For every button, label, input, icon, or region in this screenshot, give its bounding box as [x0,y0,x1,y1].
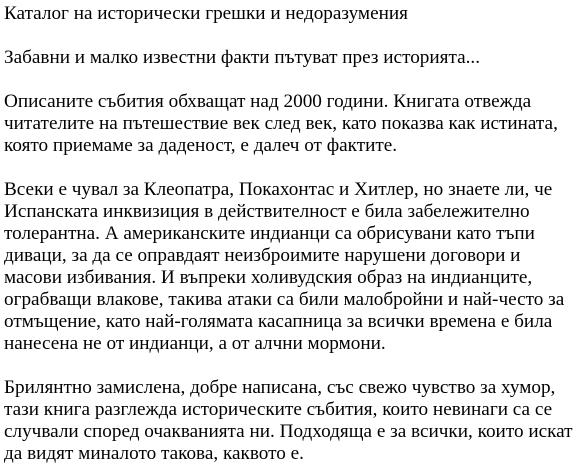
document-title [4,3,580,25]
paragraph-summary [4,377,580,465]
paragraph-line: читателите на пътешествие век след век, като показва как истината, [4,113,558,134]
paragraph-line: диваци, за да се оправдаят неизброимите нарушени договори и [4,245,521,266]
paragraph-line: масови избивания. И въпреки холивудския образ на индианците, [4,267,533,288]
paragraph-line: да видят миналото такова, каквото е. [4,443,304,464]
paragraph-line: Описаните събития обхващат над 2000 години. Книгата отвежда [4,91,532,112]
paragraph-intro [4,91,580,157]
title-text: Каталог на исторически грешки и недоразумения [4,3,408,24]
paragraph-line: Брилянтно замислена, добре написана, със свежо чувство за хумор, [4,377,556,398]
paragraph-line: тази книга разглежда историческите събития, които невинаги са се [4,399,553,420]
paragraph-line: Испанската инквизиция в действителност е била забележително [4,201,530,222]
paragraph-examples [4,179,580,355]
paragraph-line: случвали според очакванията ни. Подходяща е за всички, които искат [4,421,573,442]
paragraph-line: ограбващи влакове, такива атаки са били малобройни и най-често за [4,289,565,310]
subtitle-text: Забавни и малко известни факти пътуват през историята... [4,47,481,68]
paragraph-line: отмъщение, като най-голямата касапница за всички времена е била [4,311,553,332]
paragraph-line: нанесена не от индианци, а от алчни мормони. [4,333,386,354]
paragraph-line: Всеки е чувал за Клеопатра, Покахонтас и Хитлер, но знаете ли, че [4,179,553,200]
paragraph-line: която приемаме за даденост, е далеч от фактите. [4,135,398,156]
paragraph-line: толерантна. А американските индианци са обрисувани като тъпи [4,223,535,244]
document-subtitle [4,47,580,69]
